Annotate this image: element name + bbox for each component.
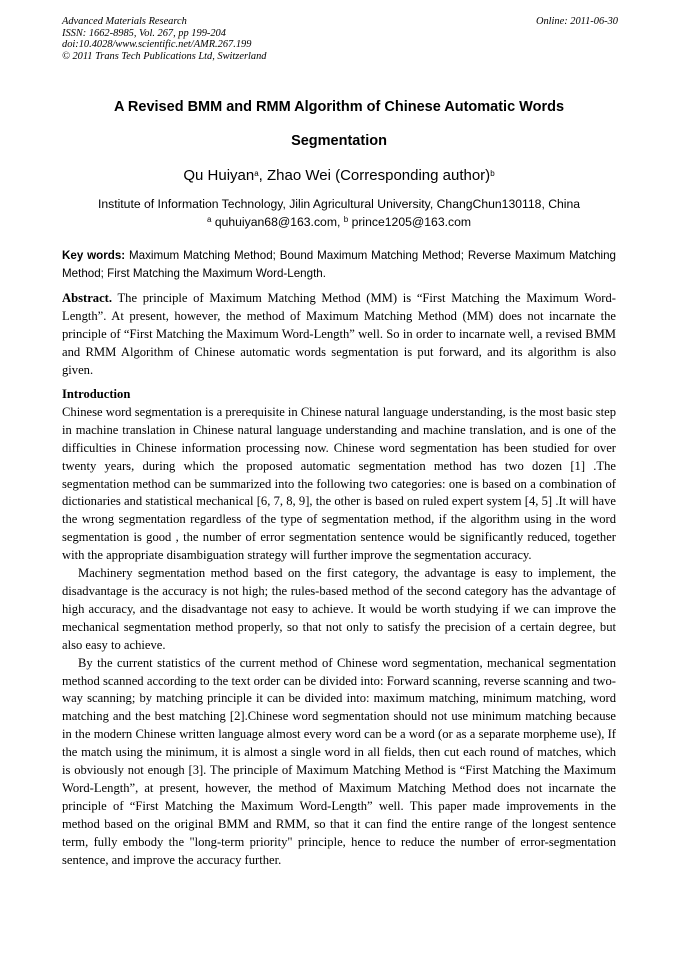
issn-line: ISSN: 1662-8985, Vol. 267, pp 199-204 [62,27,226,39]
journal-header [62,16,618,62]
body-paragraph-2: Machinery segmentation method based on the first category, the advantage is easy to implement, the disadvantage is the accuracy is not high; the rules-based method of the second category has the advantage of high accuracy, and the disadvantage not easy to achieve. It would be worth studying if we can improve the mechanical segmentation method properly, so that not only to satisfy the precision of a certain degree, but also easy to achieve. [62,566,616,652]
doi-line: doi:10.4028/www.scientific.net/AMR.267.199 [62,39,252,51]
author-mark-a: a [254,169,259,178]
abstract-label: Abstract. [62,291,113,305]
journal-name: Advanced Materials Research [62,16,187,27]
title-line-1: A Revised BMM and RMM Algorithm of Chinese Automatic Words [113,99,565,115]
email-a: quhuiyan68@163.com, [211,215,344,229]
author-name: Qu Huiyan [183,167,255,184]
body-paragraph-1: Chinese word segmentation is a prerequisite in Chinese natural language understanding, is the most basic step in machine translation in Chinese natural language understanding and machine translation, and is one of the difficulties in Chinese information processing now. Chinese word segmentation has been studied for over twenty years, during which the proposed automatic segmentation method has two dozen [1] .The segmentation method can be summarized into the following two categories: one is based on a combination of dictionaries and statistical mechanical [6, 7, 8, 9], the other is based on ruled expert system [4, 5] .It will have the wrong segmentation regardless of the type of segmentation method, if the algorithm using in the word segmentation is good , the number of error segmentation sentence would be significantly reduced, together with the appropriate disambiguation strategy will further improve the segmentation accuracy. [62,404,616,563]
email-mark-a: a [206,215,212,224]
section-heading: Introduction [62,387,131,401]
abstract-text: The principle of Maximum Matching Method (MM) is “First Matching the Maximum Word-Length”. At present, however, the method of Maximum Matching Method (MM) does not incarnate the principle of “First Matching the Maximum Word-Length” well. So in order to incarnate well, a revised BMM and RMM Algorithm of Chinese automatic words segmentation is put forward, and its algorithm is also given. [62,291,616,377]
abstract-paragraph [62,290,616,380]
affiliation-block [62,195,616,231]
author-rest: , Zhao Wei (Corresponding author) [258,167,491,184]
author-line [62,166,616,186]
paper-title [62,90,616,158]
email-mark-b: b [343,215,349,224]
title-line-2: Segmentation [291,133,387,149]
introduction-section [62,386,616,869]
keywords-label: Key words: [62,249,126,262]
author-mark-b: b [490,169,495,178]
online-date: Online: 2011-06-30 [535,16,618,27]
copyright-line: © 2011 Trans Tech Publications Ltd, Switzerland [62,50,267,62]
keywords-text: Maximum Matching Method; Bound Maximum Matching Method; Reverse Maximum Matching Method; First Matching the Maximum Word-Length. [62,249,616,280]
body-paragraph-3: By the current statistics of the current method of Chinese word segmentation, mechanical segmentation method scanned according to the text order can be divided into: Forward scanning, reverse scanning and two-way scanning; by matching principle it can be divided into: maximum matching, minimum matching, word matching and the best matching [2].Chinese word segmentation should not use minimum matching because in the modern Chinese written language almost every word can be a word (or as a separate morpheme use), If the match using the minimum, it is almost a single word in all fields, then cut each round of matches, which is obviously not enough [3]. The principle of Maximum Matching Method is “First Matching the Maximum Word-Length”, at present, however, the method of Maximum Matching Method does not incarnate the principle of “First Matching the Maximum Word-Length” well. This paper made improvements in the method based on the original BMM and RMM, so that it can find the entire range of the longest sentence term, fully embody the "long-term priority" principle, hence to reduce the number of error-segmentation sentence, and improve the accuracy further. [62,655,616,867]
keywords-paragraph [62,247,616,283]
email-b: prince1205@163.com [348,215,472,229]
institute-line: Institute of Information Technology, Jilin Agricultural University, ChangChun130118, China [97,197,581,211]
email-line [62,213,616,231]
